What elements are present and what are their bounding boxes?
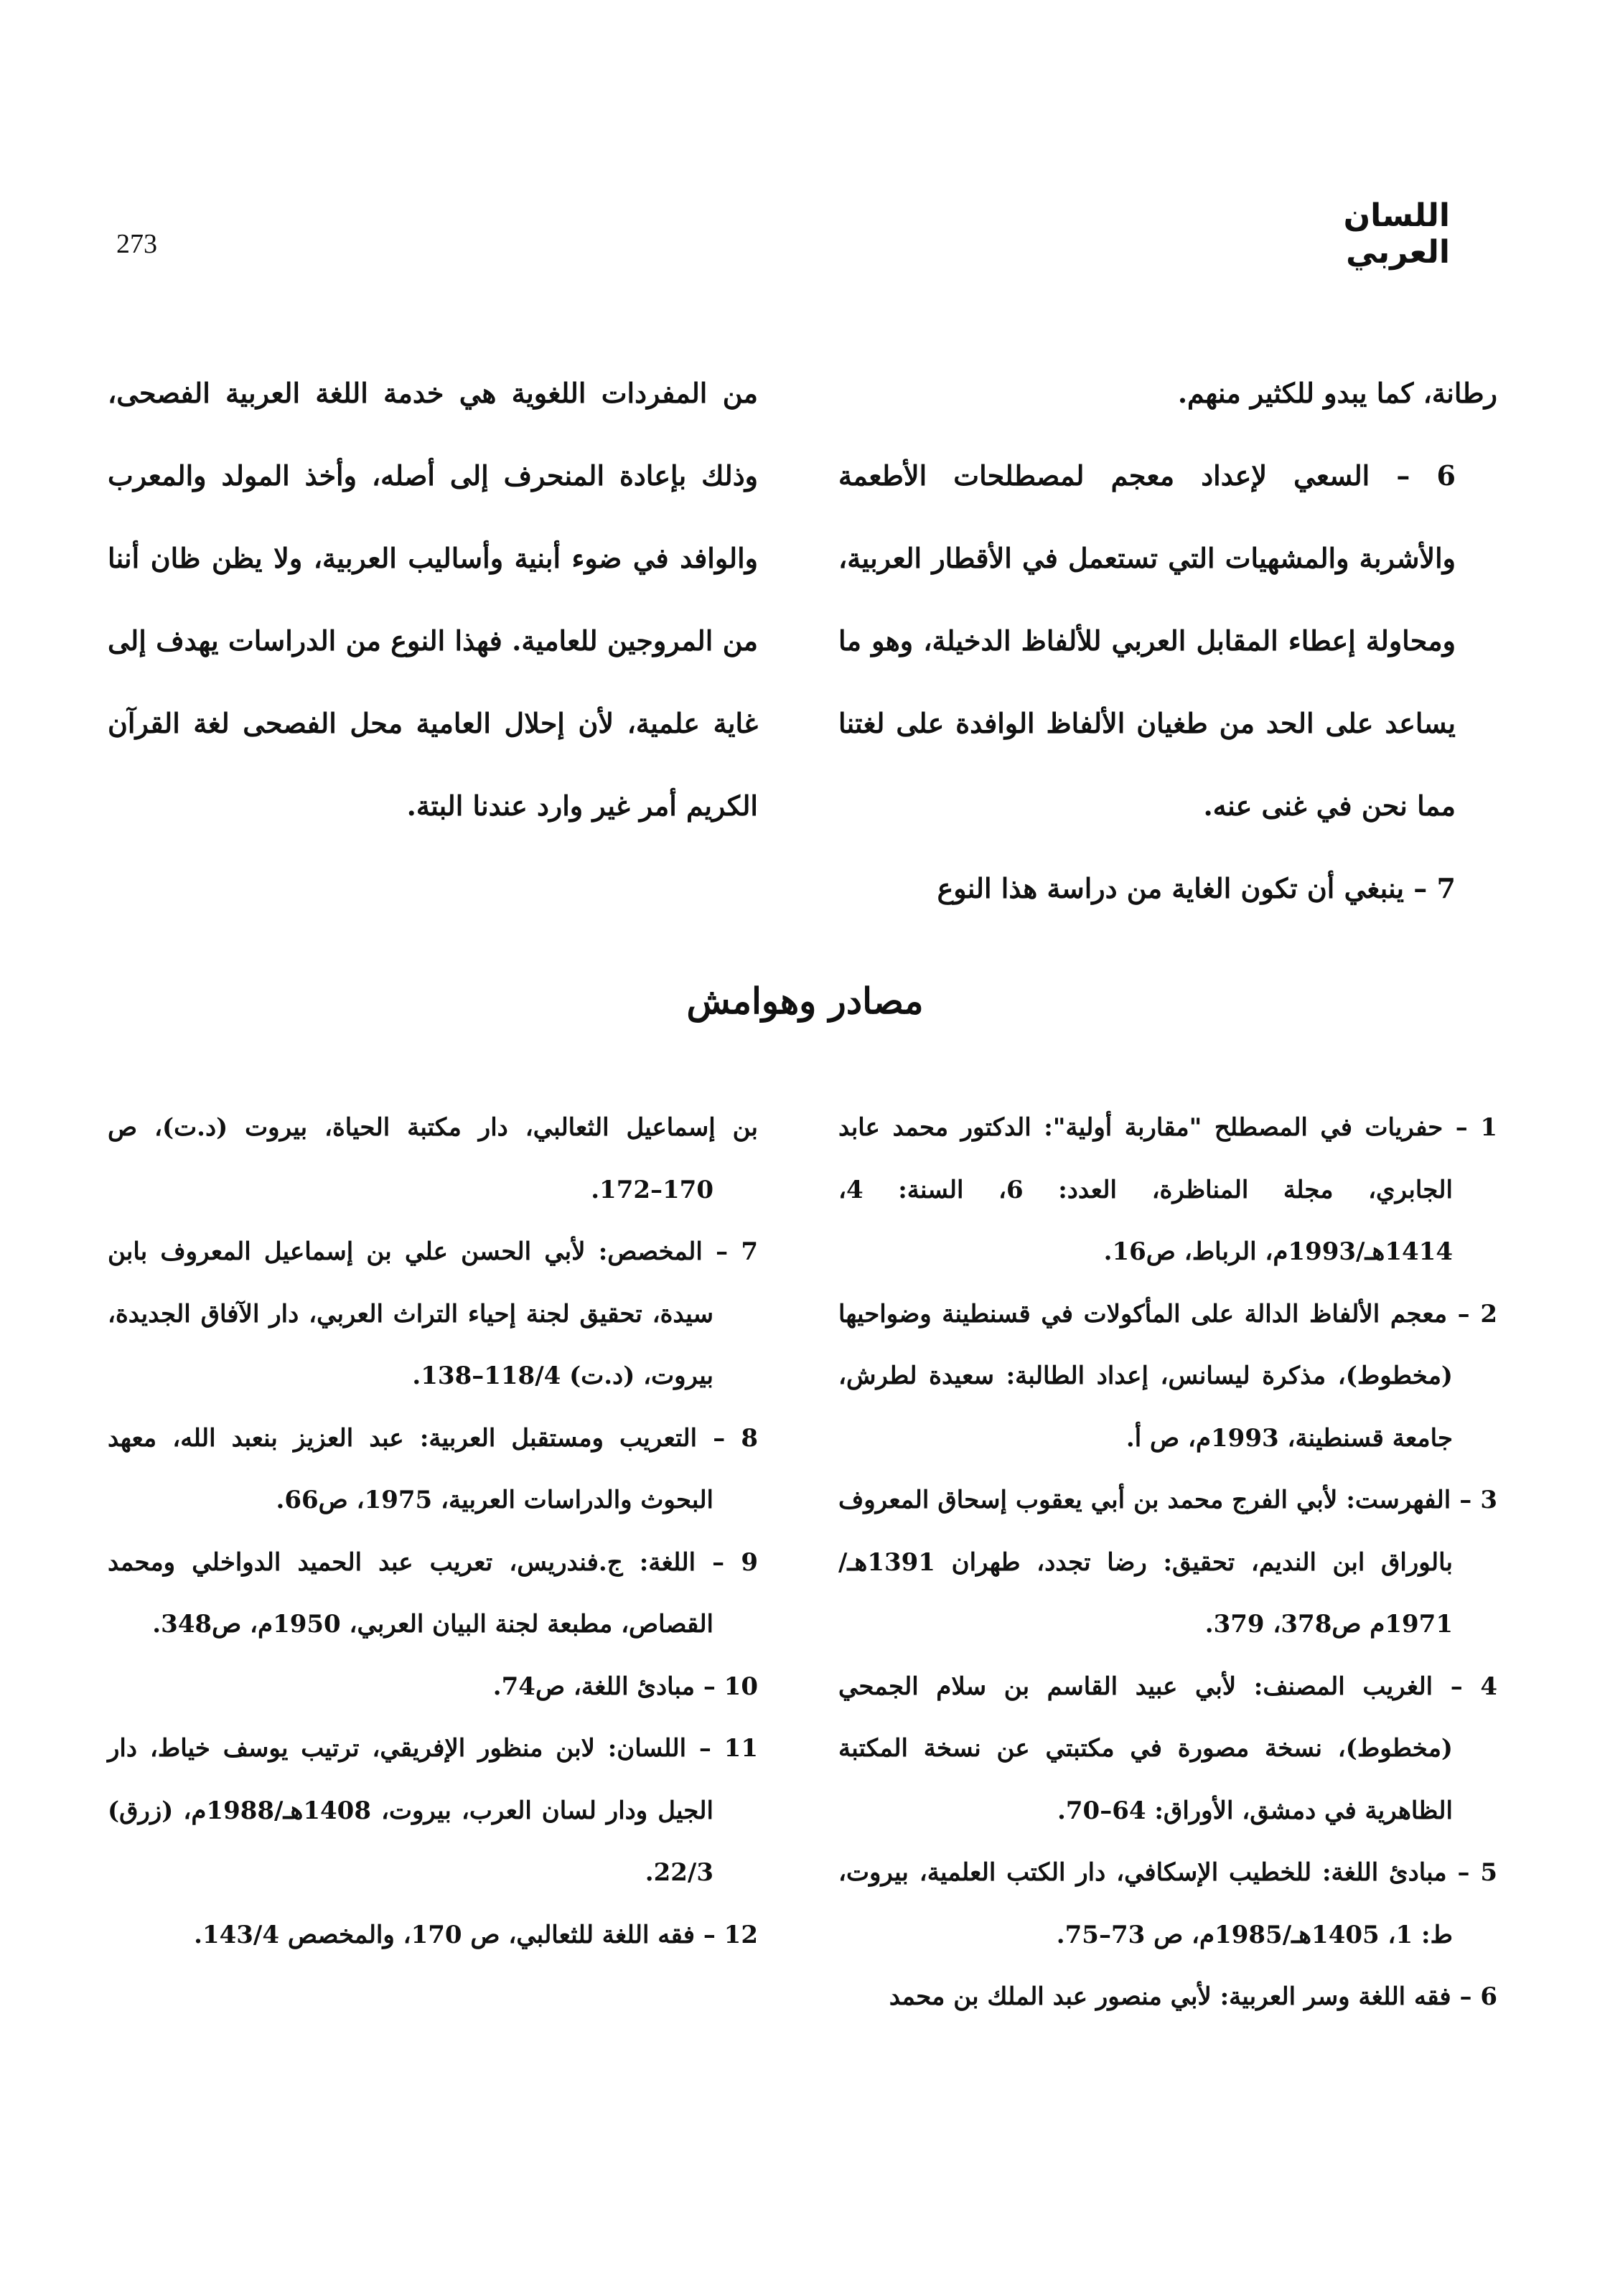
reference-item: 7 – المخصص: لأبي الحسن علي بن إسماعيل المعروف بابن سيدة، تحقيق لجنة إحياء التراث العربي، دار الآفاق الجديدة، بيروت، (د.ت) 118/4–138. [108, 1237, 758, 1390]
paragraph: رطانة، كما يبدو للكثير منهم. [1177, 377, 1497, 409]
paragraph: 6 – السعي لإعداد معجم لمصطلحات الأطعمة والأشربة والمشهيات التي تستعمل في الأقطار العربية، ومحاولة إعطاء المقابل العربي للألفاظ الدخيلة، وهو ما يساعد على الحد من طغيان الألفاظ الوافدة على لغتنا مما نحن في غنى عنه. [838, 459, 1456, 822]
section-heading: مصادر وهوامش [686, 980, 924, 1022]
references-column-right [838, 1097, 1497, 2028]
references-column-left [108, 1097, 758, 1966]
journal-logo: اللسان العربي [1343, 197, 1450, 271]
paragraph: من المفردات اللغوية هي خدمة اللغة العربية الفصحى، وذلك بإعادة المنحرف إلى أصله، وأخذ المولد والمعرب والوافد في ضوء أبنية وأساليب العربية، ولا يظن ظان أننا من المروجين للعامية. فهذا النوع من الدراسات يهدف إلى غاية علمية، لأن إحلال العامية محل الفصحى لغة القرآن الكريم أمر غير وارد عندنا البتة. [108, 377, 758, 822]
reference-item: 12 – فقه اللغة للثعالبي، ص 170، والمخصص 143/4. [194, 1920, 758, 1949]
reference-continuation: بن إسماعيل الثعالبي، دار مكتبة الحياة، بيروت (د.ت)، ص 170–172. [108, 1113, 758, 1204]
reference-item: 10 – مبادئ اللغة، ص74. [492, 1672, 758, 1701]
paragraph: 7 – ينبغي أن تكون الغاية من دراسة هذا النوع [937, 872, 1456, 904]
reference-item: 8 – التعريب ومستقبل العربية: عبد العزيز بنعبد الله، معهد البحوث والدراسات العربية، 1975، ص66. [108, 1423, 758, 1514]
page-number: 273 [116, 229, 157, 259]
reference-item: 5 – مبادئ اللغة: للخطيب الإسكافي، دار الكتب العلمية، بيروت، ط: 1، 1405هـ/1985م، ص 73–75. [838, 1858, 1497, 1949]
reference-item: 2 – معجم الألفاظ الدالة على المأكولات في قسنطينة وضواحيها (مخطوط)، مذكرة ليسانس، إعداد الطالبة: سعيدة لطرش، جامعة قسنطينة، 1993م، ص أ. [838, 1299, 1497, 1453]
reference-item: 9 – اللغة: ج.فندريس، تعريب عبد الحميد الدواخلي ومحمد القصاص، مطبعة لجنة البيان العربي، 1950م، ص348. [108, 1547, 758, 1639]
reference-item: 6 – فقه اللغة وسر العربية: لأبي منصور عبد الملك بن محمد [889, 1982, 1497, 2011]
reference-item: 3 – الفهرست: لأبي الفرج محمد بن أبي يعقوب إسحاق المعروف بالوراق ابن النديم، تحقيق: رضا تجدد، طهران 1391هـ/ 1971م ص378، 379. [838, 1486, 1497, 1639]
reference-item: 1 – حفريات في المصطلح "مقاربة أولية": الدكتور محمد عابد الجابري، مجلة المناظرة، العدد: 6، السنة: 4، 1414هـ/1993م، الرباط، ص16. [838, 1113, 1497, 1266]
body-column-left [108, 352, 758, 847]
body-column-right [838, 352, 1497, 929]
reference-item: 4 – الغريب المصنف: لأبي عبيد القاسم بن سلام الجمحي (مخطوط)، نسخة مصورة في مكتبتي عن نسخة المكتبة الظاهرية في دمشق، الأوراق: 64–70. [838, 1672, 1497, 1825]
reference-item: 11 – اللسان: لابن منظور الإفريقي، ترتيب يوسف خياط، دار الجيل ودار لسان العرب، بيروت، 1408هـ/1988م، (زرق) 22/3. [108, 1734, 758, 1887]
